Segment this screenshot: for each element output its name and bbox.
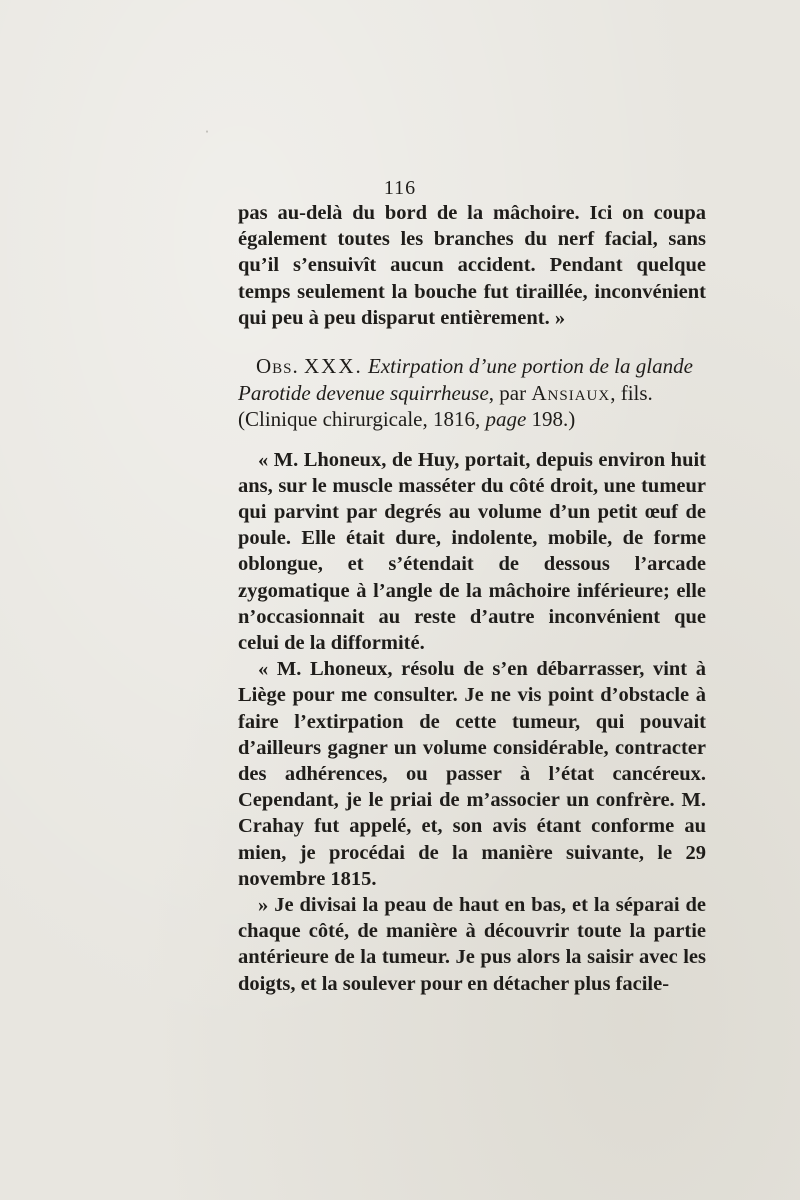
- paragraph-procedure: » Je divisai la peau de haut en bas, et la séparai de chaque côté, de manière à découvrir toute la partie antérieure de la tumeur. Je pus alors la saisir avec les doigts, et la soulever pour en détacher plus facile-: [238, 893, 706, 995]
- obs-source: (Clinique chirurgicale, 1816,: [238, 407, 481, 432]
- paragraph-continuation: pas au-delà du bord de la mâchoire. Ici on coupa également toutes les branches du nerf facial, sans qu’il s’ensuivît aucun accident. Pendant quelque temps seulement la bouche fut tiraillée, inconvénient qui peu à peu disparut entièrement. »: [238, 202, 706, 329]
- stray-mark: ˈ: [205, 128, 209, 142]
- obs-title: Extirpation d’une portion de la glande Parotide devenue squirrheuse: [238, 354, 693, 405]
- obs-numeral: XXX.: [304, 354, 363, 379]
- page-number: 116: [383, 177, 417, 199]
- obs-label: Obs.: [256, 354, 299, 379]
- paragraph-consultation: « M. Lhoneux, résolu de s’en débarrasser, vint à Liège pour me consulter. Je ne vis point d’obstacle à faire l’extirpation de cette tumeur, qui pouvait d’ailleurs gagner un volume considérable, contracter des adhérences, ou passer à l’état cancéreux. Cependant, je le priai de m’associer un confrère. M. Crahay fut appelé, et, son avis étant conforme au mien, je procédai de la manière suivante, le 29 novembre 1815.: [238, 658, 706, 890]
- paragraph-case-description: « M. Lhoneux, de Huy, portait, depuis environ huit ans, sur le muscle masséter du côté droit, une tumeur qui parvint par degrés au volume d’un petit œuf de poule. Elle était dure, indolente, mobile, de forme oblongue, et s’étendait de dessous l’arcade zygomatique à l’angle de la mâchoire inférieure; elle n’occasionnait au reste d’autre inconvénient que celui de la difformité.: [238, 448, 706, 654]
- obs-page-word: page: [485, 407, 527, 432]
- obs-author: Ansiaux: [531, 380, 611, 405]
- obs-page-number: 198.): [531, 407, 576, 432]
- text-block: [238, 200, 706, 997]
- observation-heading: [238, 353, 706, 433]
- obs-suffix: , fils.: [610, 380, 653, 405]
- obs-by: , par: [488, 380, 527, 405]
